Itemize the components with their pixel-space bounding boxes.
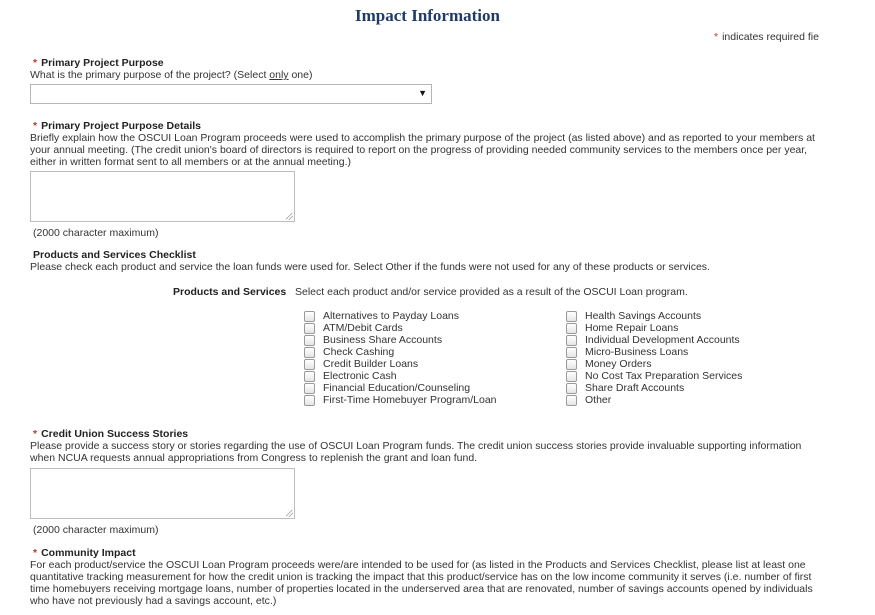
community-impact-label-text: Community Impact [41, 547, 136, 559]
required-note-text: indicates required fie [722, 31, 819, 43]
required-note [714, 31, 819, 43]
checkbox[interactable] [304, 383, 315, 394]
checkbox-item[interactable] [566, 382, 742, 394]
required-star: * [714, 31, 719, 43]
checkbox[interactable] [566, 359, 577, 370]
checkbox-label: Micro-Business Loans [585, 346, 689, 358]
checkbox-item[interactable] [304, 346, 497, 358]
checkbox[interactable] [304, 323, 315, 334]
success-stories-description: Please provide a success story or stories regarding the use of OSCUI Loan Program funds. The credit union success stories provide invaluable supporting information when NCUA requests annual appropriations from Congress to replenish the grant and loan fund. [30, 440, 802, 464]
products-services-label: Products and Services [173, 286, 287, 298]
checkbox-item[interactable] [566, 346, 742, 358]
required-star: * [33, 547, 38, 559]
checkbox-label: Health Savings Accounts [585, 310, 702, 322]
checkbox[interactable] [304, 395, 315, 406]
checkbox[interactable] [566, 335, 577, 346]
checkbox-label: Home Repair Loans [585, 322, 679, 334]
success-stories-label-text: Credit Union Success Stories [41, 428, 189, 440]
checklist-right-column [566, 310, 742, 406]
checkbox[interactable] [566, 347, 577, 358]
checkbox-item[interactable] [566, 322, 742, 334]
checkbox-item[interactable] [566, 358, 742, 370]
checklist-description: Please check each product and service the loan funds were used for. Select Other if the funds were not used for any of these products or services. [30, 261, 710, 273]
checkbox-label: Check Cashing [323, 346, 395, 358]
primary-purpose-desc-pre: What is the primary purpose of the project? (Select [30, 69, 270, 81]
checkbox-item[interactable] [304, 394, 497, 406]
checkbox-item[interactable] [304, 382, 497, 394]
checkbox-label: Share Draft Accounts [585, 382, 685, 394]
primary-purpose-desc-only: only [269, 69, 289, 81]
required-star: * [33, 428, 38, 440]
checkbox-label: Individual Development Accounts [585, 334, 740, 346]
checkbox[interactable] [566, 395, 577, 406]
checkbox-item[interactable] [566, 334, 742, 346]
checkbox-label: Financial Education/Counseling [323, 382, 471, 394]
primary-purpose-description [30, 69, 820, 81]
checkbox[interactable] [304, 335, 315, 346]
success-stories-label [33, 428, 188, 440]
purpose-details-max-note: (2000 character maximum) [33, 227, 159, 239]
checkbox[interactable] [304, 359, 315, 370]
purpose-details-label [33, 120, 201, 132]
community-impact-description: For each product/service the OSCUI Loan Program proceeds were/are intended to be used for (as listed in the Products and Services Checklist, please list at least one quantitative tracking measurement for how the credit union is tracking the impact that this product/service has on the low income community it serves (i.e. number of first time homebuyers receiving mortgage loans, number of properties located in the underserved area that are renovated, number of savings accounts opened by individuals who have not previously had a savings account, etc.) [30, 559, 813, 607]
required-star: * [33, 120, 38, 132]
checkbox[interactable] [304, 311, 315, 322]
checkbox-label: ATM/Debit Cards [323, 322, 403, 334]
resize-grip-icon[interactable] [286, 510, 293, 517]
checkbox-label: Other [585, 394, 612, 406]
purpose-details-textarea[interactable] [30, 171, 295, 222]
checkbox-label: First-Time Homebuyer Program/Loan [323, 394, 497, 406]
chevron-down-icon[interactable]: ▼ [418, 88, 427, 98]
checkbox[interactable] [566, 383, 577, 394]
required-star: * [33, 57, 38, 69]
checkbox-item[interactable] [566, 310, 742, 322]
checkbox-label: Alternatives to Payday Loans [323, 310, 459, 322]
checkbox-item[interactable] [566, 394, 742, 406]
checkbox-label: Credit Builder Loans [323, 358, 419, 370]
checkbox-item[interactable] [304, 370, 497, 382]
checkbox-item[interactable] [304, 310, 497, 322]
resize-grip-icon[interactable] [286, 213, 293, 220]
checkbox[interactable] [304, 371, 315, 382]
purpose-details-label-text: Primary Project Purpose Details [41, 120, 201, 132]
checkbox-item[interactable] [304, 334, 497, 346]
checkbox[interactable] [566, 371, 577, 382]
checkbox[interactable] [566, 311, 577, 322]
checklist-label: Products and Services Checklist [33, 249, 196, 261]
success-stories-max-note: (2000 character maximum) [33, 524, 159, 536]
primary-purpose-desc-post: one) [288, 69, 313, 81]
checkbox-item[interactable] [304, 358, 497, 370]
checklist-left-column [304, 310, 497, 406]
primary-purpose-label [33, 57, 164, 69]
checkbox-label: Money Orders [585, 358, 652, 370]
checkbox-item[interactable] [304, 322, 497, 334]
checkbox-label: Electronic Cash [323, 370, 397, 382]
primary-purpose-select[interactable] [30, 84, 432, 104]
page-title: Impact Information [355, 6, 500, 25]
primary-purpose-label-text: Primary Project Purpose [41, 57, 164, 69]
checkbox-label: No Cost Tax Preparation Services [585, 370, 743, 382]
checkbox-label: Business Share Accounts [323, 334, 443, 346]
checkbox-item[interactable] [566, 370, 742, 382]
community-impact-label [33, 547, 136, 559]
purpose-details-description: Briefly explain how the OSCUI Loan Program proceeds were used to accomplish the primary purpose of the project (as listed above) and as reported to your members at your annual meeting. (The credit union's board of directors is required to report on the progress of providing needed community services to the members once per year, either in written format sent to all members or at the annual meeting.) [30, 132, 815, 168]
checkbox[interactable] [566, 323, 577, 334]
products-services-description: Select each product and/or service provided as a result of the OSCUI Loan program. [295, 286, 688, 298]
success-stories-textarea[interactable] [30, 468, 295, 519]
checkbox[interactable] [304, 347, 315, 358]
